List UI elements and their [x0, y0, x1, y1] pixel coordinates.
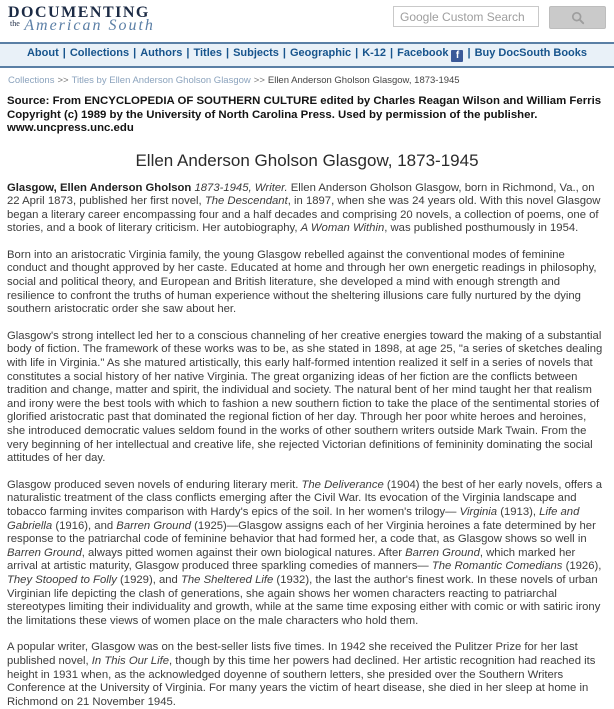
logo-the-text: the	[10, 19, 20, 28]
nav-item-subjects[interactable]: Subjects	[233, 47, 279, 59]
breadcrumb-current-page: Ellen Anderson Gholson Glasgow, 1873-1945	[267, 75, 460, 86]
nav-item-k12[interactable]: K-12	[362, 47, 387, 59]
bio-paragraph-1: Glasgow, Ellen Anderson Gholson 1873-1945, Writer. Ellen Anderson Gholson Glasgow, born in Richmond, Va., on 22 April 1873, published her first novel, The Descendant, in 1897, when she was 24 years old. With this novel Glasgow began a literary career encompassing four and a half decades and comprising 20 novels, a collection of poems, one of stories, and a book of literary criticism. Her autobiography, A Woman Within, was published posthumously in 1954.	[7, 181, 601, 235]
bio-paragraph-3: Glasgow's strong intellect led her to a conscious channeling of her creative energies toward the making of a substantial body of fiction. The framework of these works was to be, as she stated in 1898, at age 25, "a series of sketches dealing with life in Virginia." As she matured artistically, this early half-formed intention realized it self in a series of novels that constitutes a social history of her native Virginia. The great organizing ideas of her fiction are the conflicts between tradition and change, matter and spirit, the individual and society. The natural bent of her mind taught her that realism and irony were the best tools with which to fashion a new southern fiction to take the place of the sentimental stories of glorified aristocratic past that dominated the regional fiction of her day. Through her poor white heroes and heroines, she introduced democratic values seldom found in the works of other southern writers outside Mark Twain. From the very beginning of her intellectual and creative life, she rejected Victorian definitions of femininity dominating the social attitudes of her day.	[7, 329, 603, 465]
bio-paragraph-4: Glasgow produced seven novels of enduring literary merit. The Deliverance (1904) the best of her early novels, offers a naturalistic treatment of the class conflicts emerging after the Civil War. Its evocation of the Virginia landscape and tobacco farming invites comparison with Hardy's epics of the soil. In her women's trilogy— Virginia (1913), Life and Gabriella (1916), and Barren Ground (1925)—Glasgow assigns each of her Virginia heroines a fate determined by her response to the patriarchal code of feminine behavior that had formed her, a code that, as Glasgow shows so well in Barren Ground, always pitted women against their own biological natures. After Barren Ground, which marked her arrival at artistic maturity, Glasgow produced three sparkling comedies of manners— The Romantic Comedians (1926), They Stooped to Folly (1929), and The Sheltered Life (1932), the last the author's finest work. In these novels of urban Virginian life depicting the clash of generations, she again shows her women characters reacting to patriarchal stereotypes limiting their individuality and growth, while at the same time exposing either with comic or with satiric irony the limitations these views of women place on the male characters who hold them.	[7, 478, 603, 627]
breadcrumb-separator: >>	[253, 75, 265, 86]
bio-paragraph-5: A popular writer, Glasgow was on the best-seller lists five times. In 1942 she received the Pulitzer Prize for her last published novel, In This Our Life, though by this time her powers had declined. Her artistic recognition had reached its height in 1931 when, as the acknowledged doyenne of southern letters, she presided over the Southern Writers Conference at the University of Virginia. For many years the victim of heart disease, she died in her sleep at home in Richmond on 21 November 1945.	[7, 641, 596, 708]
nav-item-geographic[interactable]: Geographic	[290, 47, 352, 59]
breadcrumb-collections-link[interactable]: Collections	[8, 75, 55, 86]
page-title: Ellen Anderson Gholson Glasgow, 1873-1945	[135, 150, 479, 170]
search-button[interactable]	[549, 6, 606, 29]
nav-separator: |	[282, 47, 286, 59]
facebook-icon[interactable]: f	[451, 50, 463, 62]
search-area	[393, 5, 606, 29]
breadcrumb-titles-link[interactable]: Titles by Ellen Anderson Gholson Glasgow	[71, 75, 251, 86]
search-icon	[571, 11, 585, 25]
breadcrumb	[0, 68, 614, 86]
nav-separator: |	[225, 47, 230, 59]
nav-separator: |	[467, 47, 471, 59]
nav-separator: |	[355, 47, 359, 59]
nav-separator: |	[133, 47, 137, 59]
nav-item-about[interactable]: About	[26, 47, 59, 59]
docsouth-logo[interactable]	[8, 5, 155, 34]
logo-script-line	[8, 18, 155, 34]
main-content	[0, 95, 614, 709]
main-nav	[0, 42, 614, 68]
nav-item-authors[interactable]: Authors	[140, 47, 183, 59]
source-attribution: Source: From ENCYCLOPEDIA OF SOUTHERN CULTURE edited by Charles Reagan Wilson and William Ferris Copyright (c) 1989 by the University of North Carolina Press. Used by permission of the publisher. www.uncpress.unc.edu	[7, 95, 602, 134]
search-input[interactable]	[393, 6, 539, 27]
bio-paragraph-2: Born into an aristocratic Virginia family, the young Glasgow rebelled against the conventional modes of feminine conduct and thought approved by her caste. Educated at home and through her own energetic readings in philosophy, social and political theory, and European and British literature, she developed a mind with enough strength and resilience to confront the truths of human experience without the sheltering illusions care fully nurtured by the dying southern aristocratic order she saw about her.	[7, 248, 597, 316]
nav-item-facebook[interactable]: Facebook	[397, 47, 449, 59]
nav-separator: |	[390, 47, 394, 59]
nav-item-buy-docsouth-books[interactable]: Buy DocSouth Books	[474, 47, 588, 59]
nav-separator: |	[186, 47, 190, 59]
site-header	[0, 0, 614, 42]
nav-separator: |	[62, 47, 66, 59]
nav-item-titles[interactable]: Titles	[193, 47, 222, 59]
nav-item-collections[interactable]: Collections	[69, 47, 130, 59]
logo-documenting-text: DOCUMENTING	[8, 4, 150, 21]
breadcrumb-separator: >>	[57, 75, 69, 86]
logo-american-south-text: American South	[24, 17, 155, 34]
